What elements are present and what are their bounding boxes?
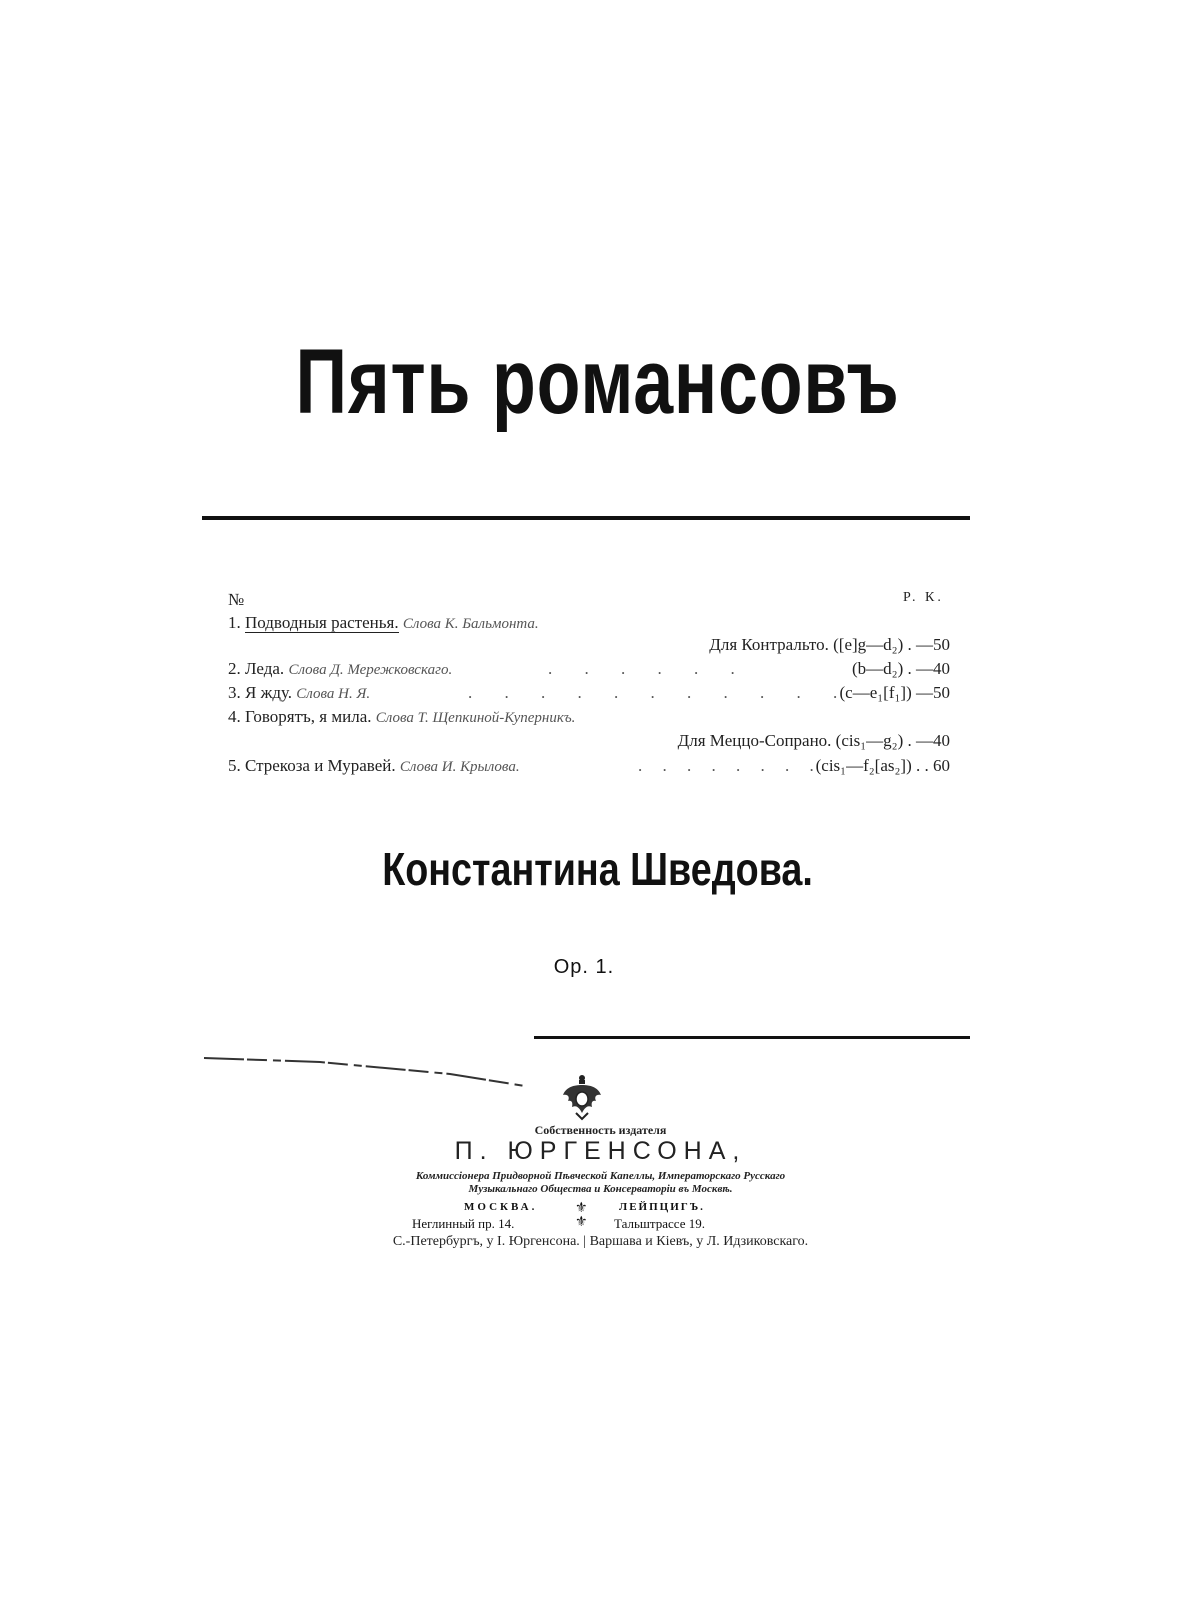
item-range-price: (b—d₂) . —40 xyxy=(852,659,950,678)
list-item xyxy=(228,731,950,753)
list-item: 2. Леда. Слова Д. Мережковскаго. . . . . . . (b—d₂) . —40 xyxy=(228,659,950,678)
ornament-icon: ⚜ xyxy=(575,1213,588,1229)
item-range-price: (cis₁—f₂[as₂]) . . 60 xyxy=(815,756,950,775)
voice-line: Для Контральто. ([e]g—d₂) . —50 xyxy=(709,635,950,654)
item-title: Леда. xyxy=(245,659,285,678)
item-title: Говорятъ, я мила. xyxy=(245,707,372,726)
opus-number: Op. 1. xyxy=(553,956,615,978)
item-lyricist: Слова Д. Мережковскаго. xyxy=(288,662,453,678)
item-title: Подводныя растенья. xyxy=(245,613,399,632)
address-leipzig: Тальштрассе 19. xyxy=(614,1216,706,1231)
number-header: № xyxy=(228,590,245,609)
top-rule xyxy=(202,516,970,520)
item-number: 5. xyxy=(228,756,241,775)
price-header: Р. К. xyxy=(903,590,944,605)
list-item xyxy=(228,613,950,635)
composer-name: Константина Шведова. xyxy=(382,843,813,895)
list-item xyxy=(228,707,950,729)
item-title: Я жду. xyxy=(245,683,293,702)
publisher-credentials-1: Коммиссіонера Придворной Пѣвческой Капеллы, Императорскаго Русскаго xyxy=(415,1170,786,1182)
item-number: 4. xyxy=(228,707,241,726)
item-lyricist: Слова К. Бальмонта. xyxy=(402,616,539,632)
city-leipzig: ЛЕЙПЦИГЪ. xyxy=(619,1201,705,1213)
voice-line: Для Меццо-Сопрано. (cis₁—g₂) . —40 xyxy=(677,731,950,750)
item-lyricist: Слова Т. Щепкиной-Куперникъ. xyxy=(375,710,576,726)
item-lyricist: Слова Н. Я. xyxy=(296,686,371,702)
lower-rule xyxy=(534,1036,970,1039)
list-item: 3. Я жду. Слова Н. Я. . . . . . . . . . . . (c—e₁[f₁]) —50 xyxy=(228,683,950,702)
agents-line: С.-Петербургъ, у І. Юргенсона. | Варшава и Кіевъ, у Л. Идзиковскаго. xyxy=(392,1234,809,1249)
item-number: 2. xyxy=(228,659,241,678)
imperial-eagle-emblem xyxy=(560,1073,604,1121)
address-moscow: Неглинный пр. 14. xyxy=(412,1216,515,1231)
city-moscow: МОСКВА. xyxy=(464,1201,538,1213)
item-title: Стрекоза и Муравей. xyxy=(245,756,396,775)
ornament-icon: ⚜ xyxy=(575,1199,588,1215)
item-number: 3. xyxy=(228,683,241,702)
list-item xyxy=(228,635,950,657)
item-number: 1. xyxy=(228,613,241,632)
item-lyricist: Слова И. Крылова. xyxy=(399,759,520,775)
page-title: Пять романсовъ xyxy=(295,331,900,433)
list-item: 5. Стрекоза и Муравей. Слова И. Крылова. . . . . . . . . (cis₁—f₂[as₂]) . . 60 xyxy=(228,756,950,775)
publisher-name: П. ЮРГЕНСОНА, xyxy=(454,1137,747,1165)
scan-stroke xyxy=(200,1052,530,1092)
publisher-credentials-2: Музыкальнаго Общества и Консерваторіи въ Москвѣ. xyxy=(468,1183,733,1195)
ownership-line: Собственность издателя xyxy=(534,1123,667,1137)
item-range-price: (c—e₁[f₁]) —50 xyxy=(839,683,950,702)
